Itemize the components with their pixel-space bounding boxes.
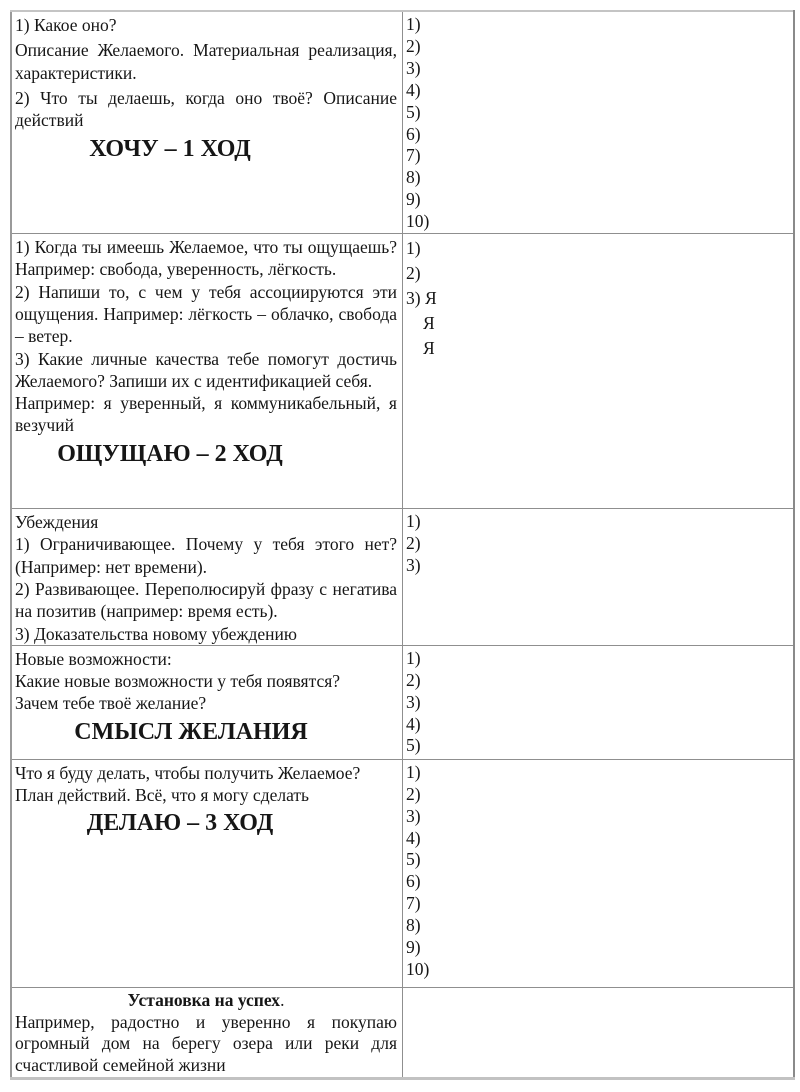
answer-slot: 2) [406, 532, 421, 553]
paragraph: 1) Когда ты имеешь Желаемое, что ты ощущаешь? Например: свобода, уверенность, лёгкость. [15, 237, 397, 280]
row-beliefs [11, 509, 794, 646]
answer-slot: Я [423, 338, 435, 359]
answer-slot: 5) [406, 849, 421, 870]
instructions-cell-beliefs [11, 509, 403, 646]
section-heading-feel: ОЩУЩАЮ – 2 ХОД [57, 440, 283, 467]
paragraph: Например, радостно и уверенно я покупаю огромный дом на берегу озера или реки для счастливой семейной жизни [15, 1011, 397, 1076]
answer-slot: 3) Я [406, 288, 437, 309]
paragraph: 1) Ограничивающее. Почему у тебя этого нет? (Например: нет времени). [15, 534, 397, 577]
instructions-cell-do [11, 759, 403, 987]
answer-slot: 7) [406, 145, 421, 166]
answer-slot: 2) [406, 263, 421, 284]
answer-slot: 7) [406, 893, 421, 914]
answers-cell-do [403, 759, 795, 987]
instructions-cell-success-mindset [11, 987, 403, 1078]
answer-slot: 8) [406, 915, 421, 936]
answer-slot: 2) [406, 669, 421, 690]
answer-slot: 3) [406, 554, 421, 575]
paragraph: План действий. Всё, что я могу сделать [15, 785, 310, 806]
paragraph: Зачем тебе твоё желание? [15, 693, 207, 714]
paragraph: 2) Развивающее. Переполюсируй фразу с негатива на позитив (например: время есть). [15, 578, 397, 622]
answer-slot: 5) [406, 735, 421, 756]
answer-slot: 10) [406, 959, 430, 979]
row-meaning [11, 645, 794, 759]
subheading-success-mindset [15, 990, 397, 1012]
answer-slot: 2) [406, 783, 421, 804]
answers-cell-beliefs [403, 509, 795, 646]
answer-slot: 9) [406, 937, 421, 958]
row-success-mindset [11, 987, 794, 1078]
answer-slot: 2) [406, 35, 421, 56]
answers-cell-success-mindset [403, 987, 795, 1078]
section-heading-want: ХОЧУ – 1 ХОД [89, 136, 251, 163]
answer-slot: Я [423, 313, 435, 334]
answer-slot: 1) [406, 14, 421, 34]
answer-slot: 1) [406, 238, 421, 259]
paragraph: 3) Доказательства новому убеждению [15, 623, 297, 644]
paragraph: Новые возможности: [15, 648, 172, 669]
answer-slot: 3) [406, 57, 421, 78]
paragraph: 3) Какие личные качества тебе помогут достичь Желаемого? Запиши их с идентификацией себя. [15, 348, 397, 391]
answer-slot: 3) [406, 805, 421, 826]
paragraph: Описание Желаемого. Материальная реализация, характеристики. [15, 40, 397, 83]
instructions-cell-meaning [11, 645, 403, 759]
subheading-period: . [280, 989, 285, 1010]
answers-cell-want [403, 11, 795, 234]
answer-slot: 4) [406, 79, 421, 100]
subheading-bold-text: Установка на успех [127, 989, 281, 1010]
answer-slot: 8) [406, 167, 421, 188]
answer-slot: 4) [406, 713, 421, 734]
answer-slot: 6) [406, 871, 421, 892]
answers-cell-meaning [403, 645, 795, 759]
answer-slot: 6) [406, 123, 421, 144]
worksheet-table [10, 10, 795, 1080]
instructions-cell-feel [11, 234, 403, 509]
answer-slot: 1) [406, 647, 421, 668]
answer-slot: 1) [406, 761, 421, 782]
answer-slot: 10) [406, 211, 430, 232]
paragraph: Что я буду делать, чтобы получить Желаемое? [15, 762, 361, 783]
row-want [11, 11, 794, 234]
paragraph: 2) Что ты делаешь, когда оно твоё? Описание действий [15, 87, 397, 131]
section-heading-meaning: СМЫСЛ ЖЕЛАНИЯ [74, 718, 308, 745]
paragraph: 1) Какое оно? [15, 15, 117, 35]
answer-slot: 3) [406, 691, 421, 712]
instructions-cell-want [11, 11, 403, 234]
paragraph: Убеждения [15, 512, 99, 533]
answer-slot: 9) [406, 189, 421, 210]
paragraph: Какие новые возможности у тебя появятся? [15, 671, 341, 692]
paragraph: Например: я уверенный, я коммуникабельный, я везучий [15, 393, 397, 436]
row-do [11, 759, 794, 987]
answer-slot: 4) [406, 827, 421, 848]
answers-cell-feel [403, 234, 795, 509]
answer-slot: 1) [406, 511, 421, 532]
section-heading-do: ДЕЛАЮ – 3 ХОД [86, 810, 274, 837]
paragraph: 2) Напиши то, с чем у тебя ассоциируются эти ощущения. Например: лёгкость – облачко, свобода – ветер. [15, 281, 397, 347]
row-feel [11, 234, 794, 509]
answer-slot: 5) [406, 101, 421, 122]
